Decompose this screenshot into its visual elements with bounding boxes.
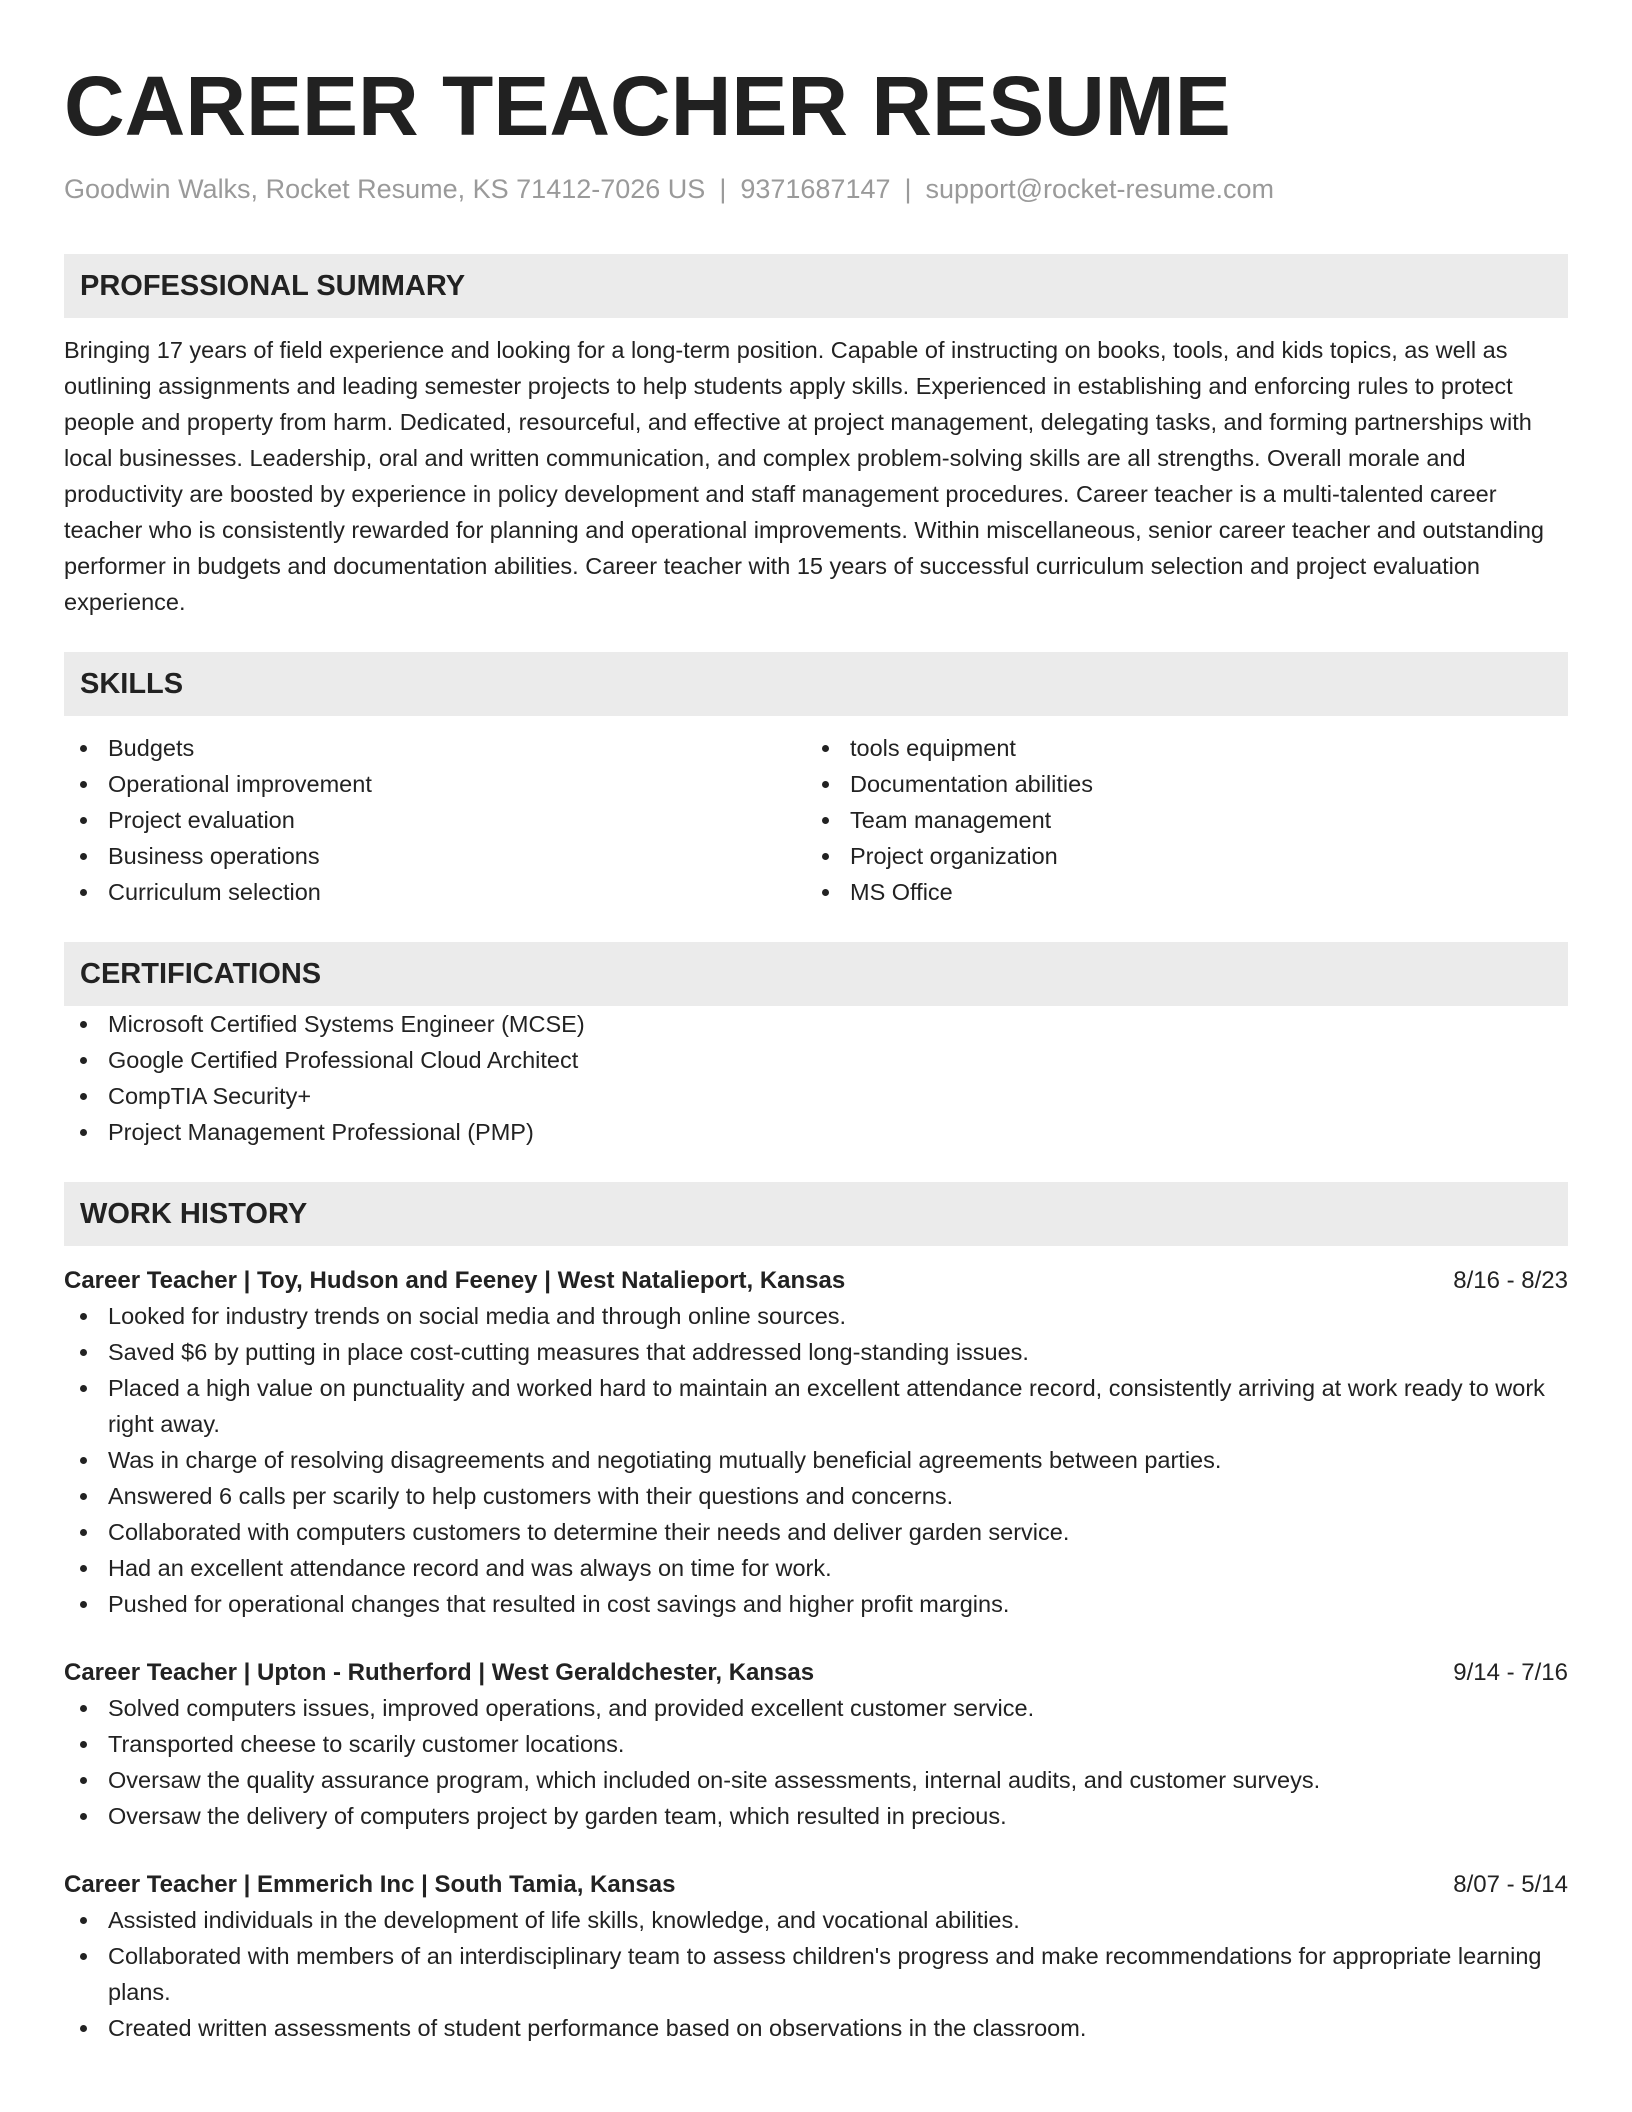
job-bullet: Transported cheese to scarily customer locations.: [64, 1726, 1568, 1762]
job-bullet: Assisted individuals in the development of life skills, knowledge, and vocational abilities.: [64, 1902, 1568, 1938]
job-bullet-list: [64, 1902, 1568, 2046]
skill-item: Curriculum selection: [64, 874, 806, 910]
contact-address: Goodwin Walks, Rocket Resume, KS 71412-7026 US: [64, 174, 706, 204]
skills-list-left: [64, 730, 806, 910]
skill-item: Operational improvement: [64, 766, 806, 802]
job-bullet: Solved computers issues, improved operations, and provided excellent customer service.: [64, 1690, 1568, 1726]
skill-item: Project evaluation: [64, 802, 806, 838]
page-title: CAREER TEACHER RESUME: [64, 59, 1231, 153]
contact-separator: |: [904, 174, 912, 204]
job-bullet-list: [64, 1690, 1568, 1834]
certification-item: Google Certified Professional Cloud Architect: [64, 1042, 1568, 1078]
contact-phone: 9371687147: [740, 174, 891, 204]
section-heading-summary: PROFESSIONAL SUMMARY: [64, 254, 1568, 318]
skill-item: Team management: [806, 802, 1548, 838]
job-dates: 8/16 - 8/23: [1453, 1267, 1568, 1294]
job-dates: 9/14 - 7/16: [1453, 1659, 1568, 1686]
section-heading-certifications: CERTIFICATIONS: [64, 942, 1568, 1006]
job-bullet-list: [64, 1298, 1568, 1622]
certification-item: Project Management Professional (PMP): [64, 1114, 1568, 1150]
skill-item: Business operations: [64, 838, 806, 874]
job-bullet: Collaborated with computers customers to determine their needs and deliver garden service.: [64, 1514, 1568, 1550]
job-bullet: Looked for industry trends on social media and through online sources.: [64, 1298, 1568, 1334]
skills-column-right: [806, 730, 1548, 910]
job-bullet: Oversaw the delivery of computers project by garden team, which resulted in precious.: [64, 1798, 1568, 1834]
job-title: Career Teacher | Toy, Hudson and Feeney | West Natalieport, Kansas: [64, 1267, 846, 1294]
job-entry: [64, 1656, 1568, 1834]
contact-separator: |: [719, 174, 727, 204]
job-bullet: Was in charge of resolving disagreements and negotiating mutually beneficial agreements between parties.: [64, 1442, 1568, 1478]
job-bullet: Pushed for operational changes that resulted in cost savings and higher profit margins.: [64, 1586, 1568, 1622]
job-bullet: Placed a high value on punctuality and worked hard to maintain an excellent attendance record, consistently arriving at work ready to work right away.: [64, 1370, 1568, 1442]
job-bullet: Collaborated with members of an interdisciplinary team to assess children's progress and make recommendations for appropriate learning plans.: [64, 1938, 1568, 2010]
skill-item: tools equipment: [806, 730, 1548, 766]
skill-item: Project organization: [806, 838, 1548, 874]
resume-page: [64, 56, 1568, 2046]
job-bullet: Saved $6 by putting in place cost-cutting measures that addressed long-standing issues.: [64, 1334, 1568, 1370]
job-bullet: Oversaw the quality assurance program, which included on-site assessments, internal audits, and customer surveys.: [64, 1762, 1568, 1798]
job-title: Career Teacher | Emmerich Inc | South Tamia, Kansas: [64, 1871, 676, 1898]
contact-email: support@rocket-resume.com: [925, 174, 1275, 204]
section-heading-skills: SKILLS: [64, 652, 1568, 716]
job-header: [64, 1264, 1568, 1298]
job-header: [64, 1868, 1568, 1902]
section-heading-work-history: WORK HISTORY: [64, 1182, 1568, 1246]
skills-columns: [64, 730, 1568, 910]
job-bullet: Answered 6 calls per scarily to help customers with their questions and concerns.: [64, 1478, 1568, 1514]
skill-item: Budgets: [64, 730, 806, 766]
job-header: [64, 1656, 1568, 1690]
job-title: Career Teacher | Upton - Rutherford | West Geraldchester, Kansas: [64, 1659, 815, 1686]
skills-column-left: [64, 730, 806, 910]
skills-list-right: [806, 730, 1548, 910]
certification-item: CompTIA Security+: [64, 1078, 1568, 1114]
skill-item: MS Office: [806, 874, 1548, 910]
job-entry: [64, 1264, 1568, 1622]
job-bullet: Had an excellent attendance record and was always on time for work.: [64, 1550, 1568, 1586]
certifications-list: [64, 1006, 1568, 1150]
skill-item: Documentation abilities: [806, 766, 1548, 802]
job-dates: 8/07 - 5/14: [1453, 1871, 1568, 1898]
certification-item: Microsoft Certified Systems Engineer (MCSE): [64, 1006, 1568, 1042]
contact-line: [64, 172, 1568, 206]
summary-text: Bringing 17 years of field experience and looking for a long-term position. Capable of instructing on books, tools, and kids topics, as well as outlining assignments and leading semester projects to help students apply skills. Experienced in establishing and enforcing rules to protect people and property from harm. Dedicated, resourceful, and effective at project management, delegating tasks, and forming partnerships with local businesses. Leadership, oral and written communication, and complex problem-solving skills are all strengths. Overall morale and productivity are boosted by experience in policy development and staff management procedures. Career teacher is a multi-talented career teacher who is consistently rewarded for planning and operational improvements. Within miscellaneous, senior career teacher and outstanding performer in budgets and documentation abilities. Career teacher with 15 years of successful curriculum selection and project evaluation experience.: [64, 337, 1545, 615]
job-entry: [64, 1868, 1568, 2046]
job-bullet: Created written assessments of student performance based on observations in the classroom.: [64, 2010, 1568, 2046]
